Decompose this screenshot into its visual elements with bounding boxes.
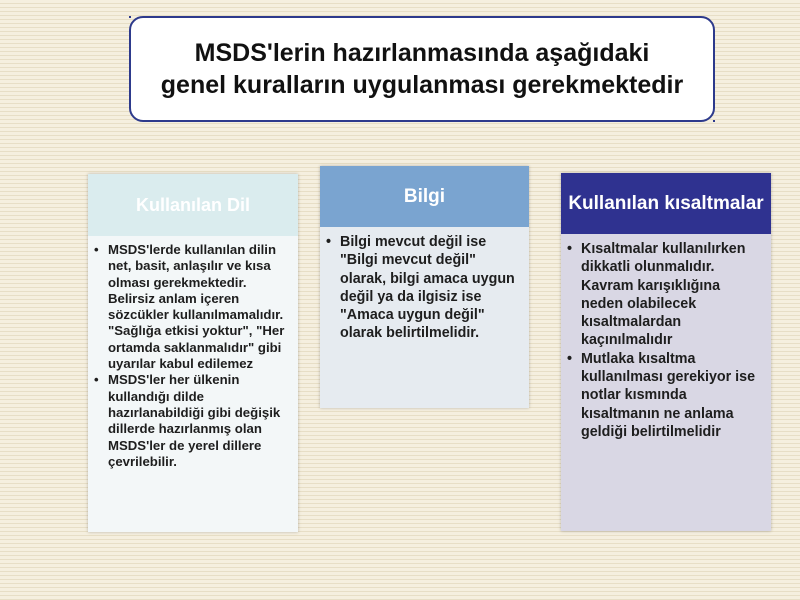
title-box [129,16,715,122]
title-line-1: MSDS'lerin hazırlanmasında aşağıdaki [194,39,650,67]
card-body [88,236,298,470]
card-body [561,234,771,441]
card-header: Kullanılan kısaltmalar [561,173,771,234]
card-header: Kullanılan Dil [88,174,298,236]
card-kullanilan-kisaltmalar [561,173,771,531]
list-item: • Bilgi mevcut değil ise "Bilgi mevcut değil" olarak, bilgi amaca uygun değil ya da ilgisiz ise "Amaca uygun değil" olarak belirtilmelidir. [322,233,521,343]
list-item: • Kısaltmalar kullanılırken dikkatli olunmalıdır. Kavram karışıklığına neden olabilecek kısaltmalardan kaçınılmalıdır [563,240,765,350]
card-header: Bilgi [320,166,529,227]
list-item: • Mutlaka kısaltma kullanılması gerekiyor ise notlar kısmında kısaltmanın ne anlama geldiği belirtilmelidir [563,350,765,441]
card-body [320,227,529,343]
card-bilgi [320,166,529,408]
card-kullanilan-dil [88,174,298,532]
title-corner-marker [129,16,131,18]
list-item: • MSDS'ler her ülkenin kullandığı dilde hazırlanabildiği gibi değişik dillerde hazırlanmış olan MSDS'ler de yerel dillere çevrilebilir. [90,372,290,470]
slide-title [161,37,683,101]
title-corner-marker [713,120,715,122]
title-line-2: genel kuralların uygulanması gerekmektedir [160,71,684,99]
list-item: • MSDS'lerde kullanılan dilin net, basit, anlaşılır ve kısa olması gerekmektedir. Belirsiz anlam içeren sözcükler kullanılmamalıdır. "Sağlığa etkisi yoktur", "Her ortamda saklanmalıdır" gibi uyarılar kabul edilemez [90,242,290,372]
